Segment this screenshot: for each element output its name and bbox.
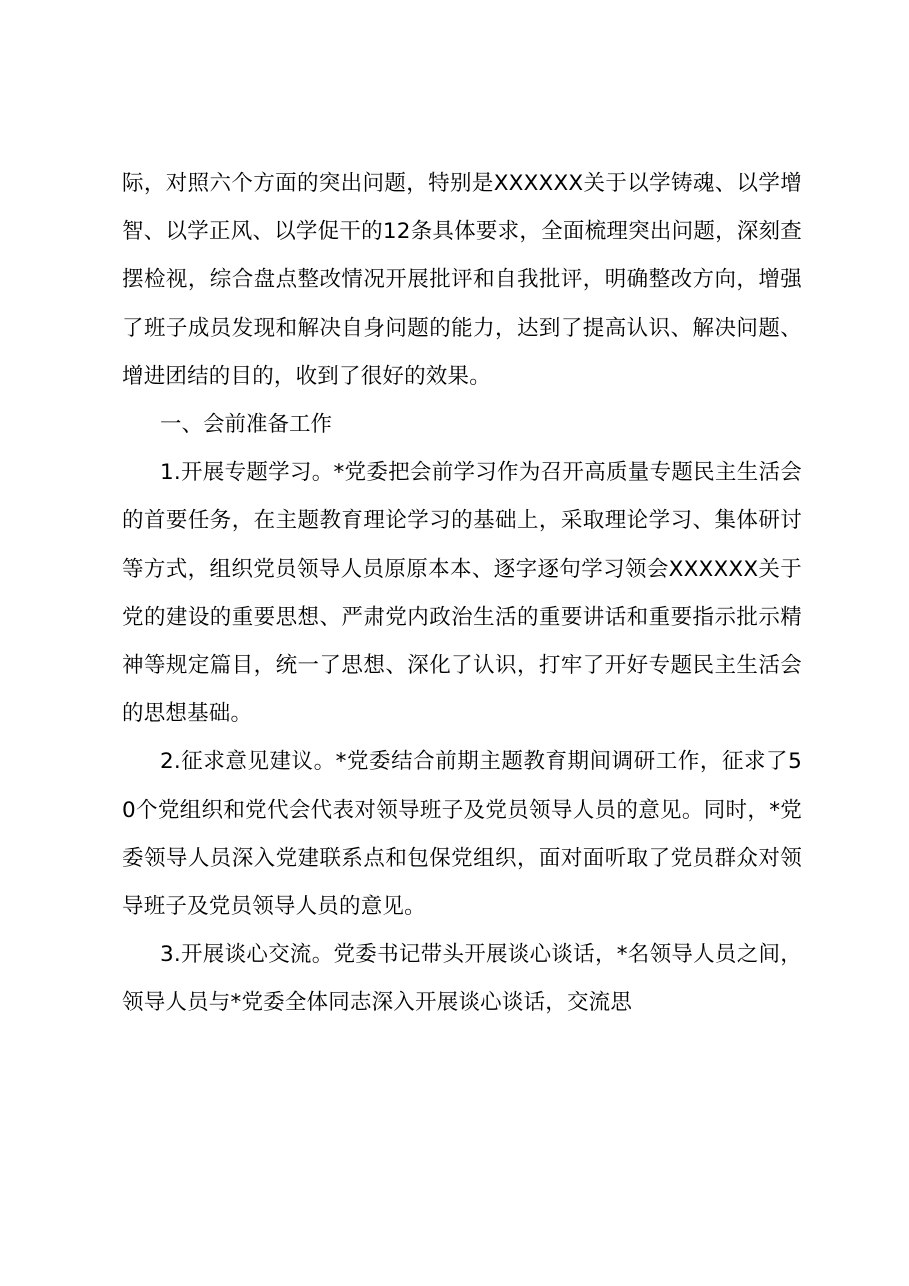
paragraph-item-3: 3.开展谈心交流。党委书记带头开展谈心谈话，*名领导人员之间，领导人员与*党委全体同志深入开展谈心谈话，交流思 [122, 942, 802, 1016]
paragraph-item-1: 1.开展专题学习。*党委把会前学习作为召开高质量专题民主生活会的首要任务，在主题教育理论学习的基础上，采取理论学习、集体研讨等方式，组织党员领导人员原原本本、逐字逐句学习领会XXXXXX关于党的建设的重要思想、严肃党内政治生活的重要讲话和重要指示批示精神等规定篇目，统一了思想、深化了认识，打牢了开好专题民主生活会的思想基础。 [122, 460, 802, 727]
document-body [122, 160, 802, 1028]
section-heading: 一、会前准备工作 [160, 412, 333, 438]
paragraph-item-2: 2.征求意见建议。*党委结合前期主题教育期间调研工作，征求了50个党组织和党代会代表对领导班子及党员领导人员的意见。同时，*党委领导人员深入党建联系点和包保党组织，面对面听取了党员群众对领导班子及党员领导人员的意见。 [122, 749, 802, 920]
paragraph-continuation: 际，对照六个方面的突出问题，特别是XXXXXX关于以学铸魂、以学增智、以学正风、以学促干的12条具体要求，全面梳理突出问题，深刻查摆检视，综合盘点整改情况开展批评和自我批评，明确整改方向，增强了班子成员发现和解决自身问题的能力，达到了提高认识、解决问题、增进团结的目的，收到了很好的效果。 [122, 171, 802, 389]
